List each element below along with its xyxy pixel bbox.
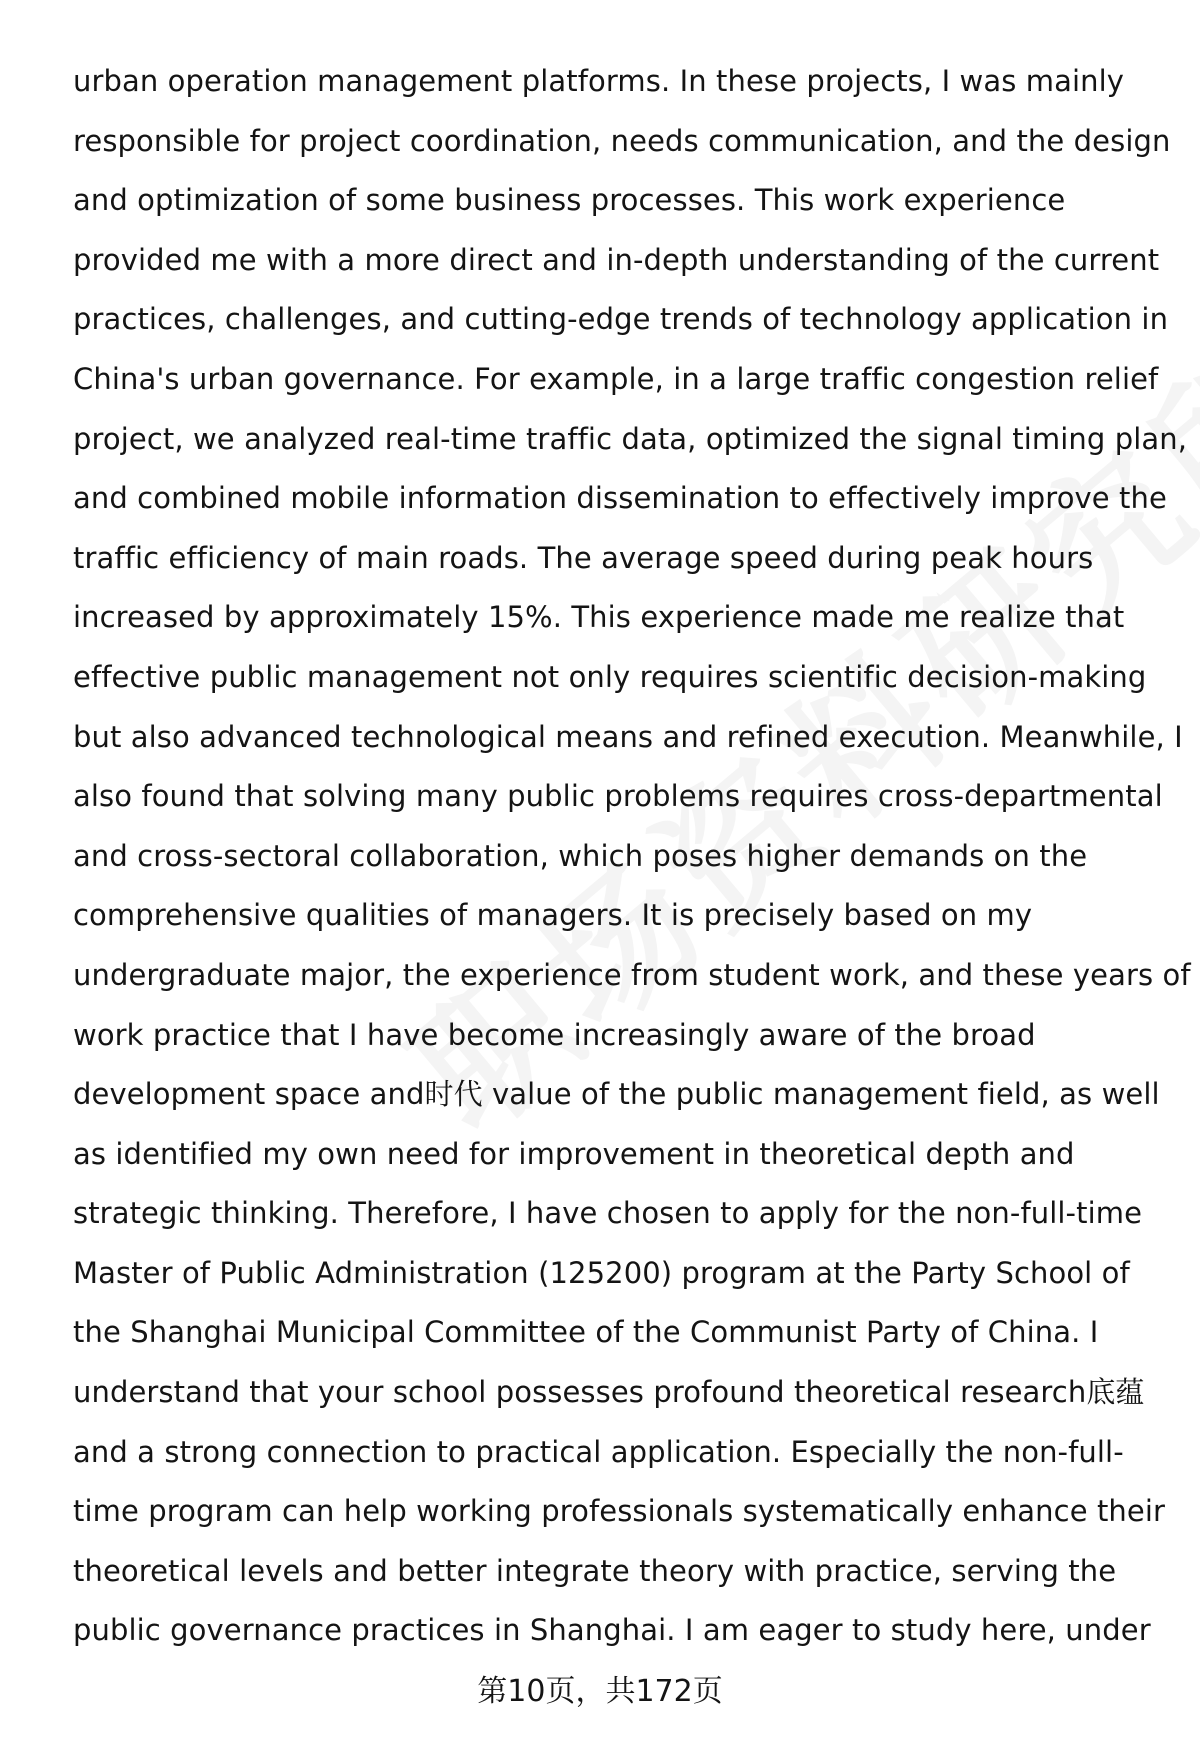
text-line: China's urban governance. For example, in a large traffic congestion relief	[73, 361, 1159, 396]
text-line: but also advanced technological means and refined execution. Meanwhile, I	[73, 719, 1183, 754]
text-line: and combined mobile information dissemination to effectively improve the	[73, 481, 1167, 516]
text-line: provided me with a more direct and in-depth understanding of the current	[73, 242, 1160, 277]
text-line: strategic thinking. Therefore, I have chosen to apply for the non-full-time	[73, 1196, 1143, 1231]
text-line: as identified my own need for improvement in theoretical depth and	[73, 1136, 1075, 1171]
text-line: and optimization of some business processes. This work experience	[73, 183, 1066, 218]
page-number-footer: 第10页，共172页	[477, 1674, 723, 1709]
text-line: effective public management not only requires scientific decision-making	[73, 659, 1147, 694]
text-line: Master of Public Administration (125200) program at the Party School of	[73, 1255, 1130, 1290]
text-line: work practice that I have become increasingly aware of the broad	[73, 1017, 1036, 1052]
text-line: development space and时代 value of the public management field, as well	[73, 1077, 1160, 1112]
text-line: time program can help working professionals systematically enhance their	[73, 1494, 1166, 1529]
text-line: public governance practices in Shanghai. I am eager to study here, under	[73, 1613, 1151, 1648]
text-line: theoretical levels and better integrate theory with practice, serving the	[73, 1553, 1117, 1588]
text-line: comprehensive qualities of managers. It is precisely based on my	[73, 898, 1033, 933]
text-line: project, we analyzed real-time traffic data, optimized the signal timing plan,	[73, 421, 1188, 456]
text-line: increased by approximately 15%. This experience made me realize that	[73, 600, 1125, 635]
text-line: and cross-sectoral collaboration, which poses higher demands on the	[73, 838, 1088, 873]
text-line: understand that your school possesses profound theoretical research底蕴	[73, 1375, 1145, 1410]
text-line: responsible for project coordination, needs communication, and the design	[73, 123, 1171, 158]
text-line: traffic efficiency of main roads. The average speed during peak hours	[73, 540, 1094, 575]
text-line: urban operation management platforms. In these projects, I was mainly	[73, 64, 1125, 98]
body-text	[73, 52, 1191, 1661]
text-line: the Shanghai Municipal Committee of the Communist Party of China. I	[73, 1315, 1099, 1350]
text-line: undergraduate major, the experience from student work, and these years of	[73, 957, 1191, 992]
text-line: practices, challenges, and cutting-edge trends of technology application in	[73, 302, 1169, 337]
text-line: and a strong connection to practical application. Especially the non-full-	[73, 1434, 1124, 1469]
text-line: also found that solving many public problems requires cross-departmental	[73, 779, 1163, 814]
